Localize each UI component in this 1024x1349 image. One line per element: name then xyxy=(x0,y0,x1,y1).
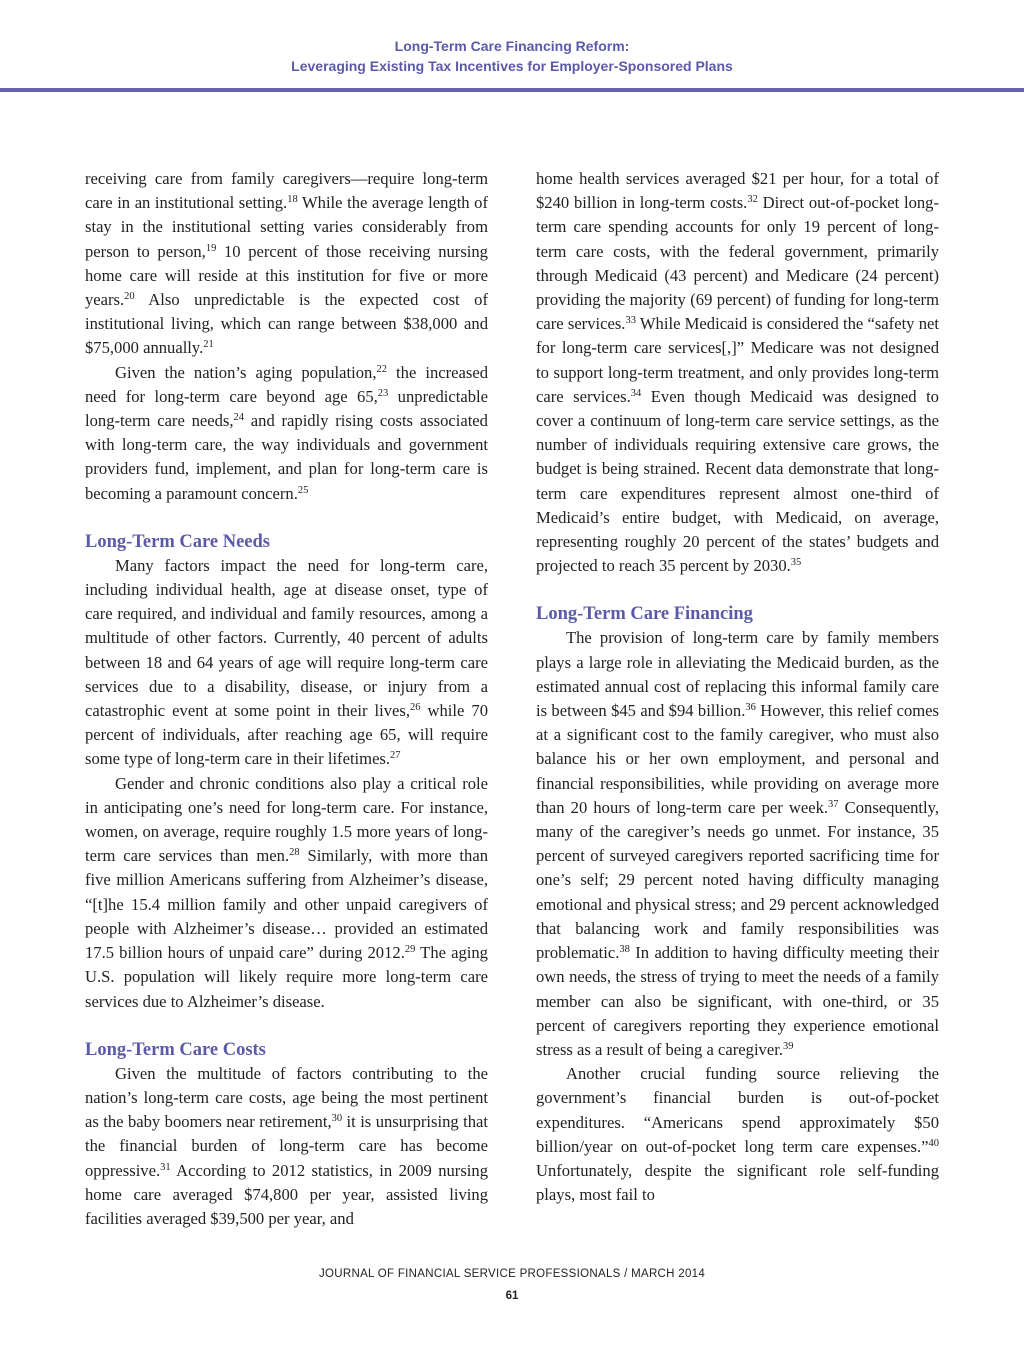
footnote-ref: 18 xyxy=(287,194,298,206)
footer-journal-title: JOURNAL OF FINANCIAL SERVICE PROFESSIONALS / MARCH 2014 xyxy=(318,1268,706,1280)
footnote-ref: 28 xyxy=(289,847,300,859)
footnote-ref: 20 xyxy=(124,291,135,303)
footnote-ref: 40 xyxy=(928,1137,939,1149)
paragraph: Gender and chronic conditions also play a critical role in anticipating one’s need for long-term care. For instance, women, on average, require roughly 1.5 more years of long-term care services than men.$^{28}$ Similarly, with more than five million Americans suffering from Alzheimer’s disease, “[t]he 15.4 million family and other unpaid caregivers of people with Alzheimer’s disease… provided an estimated 17.5 billion hours of unpaid care” during 2012.29 The aging U.S. population will likely require more long-term care services due to Alzheimer’s disease. xyxy=(85,773,488,1011)
section-heading-financing: Long-Term Care Financing xyxy=(536,604,753,625)
footnote-ref: 19 xyxy=(205,242,217,254)
section-heading-needs: Long-Term Care Needs xyxy=(85,531,270,552)
footnote-ref: 27 xyxy=(390,750,401,762)
page-number: 61 xyxy=(505,1290,519,1302)
footnote-ref: 31 xyxy=(160,1161,171,1173)
paragraph: The provision of long-term care by family members plays a large role in alleviating the Medicaid burden, as the estimated annual cost of replacing this informal family care is between $45 and $94 billion.$^{36}$ However, this relief comes at a significant cost to the family caregiver, who must also balance his or her own employment, and personal and financial responsibilities, while providing on average more than 20 hours of long-term care per week.$^{37}$ Consequently, many of the caregiver’s needs go unmet. For instance, 35 percent of surveyed caregivers reported sacrificing time for one’s self; 29 percent noted having difficulty managing emotional and physical stress; and 29 percent acknowledged that balancing work and family responsibilities was problematic.$^{38}$ In addition to having difficulty meeting their own needs, the stress of trying to meet the needs of a family member can also be significant, with one-third, or 35 percent of caregivers reporting they experience emotional stress as a result of being a caregiver.$^{39}$ xyxy=(536,628,939,1059)
footnote-ref: 24 xyxy=(233,412,245,424)
paragraph: Another crucial funding source relieving the government’s financial burden is out-of-pocket expenditures. “Americans spend approximately $50 billion/year on out-of-pocket long term care expenses.”$^{40}$ Unfortunately, despite the significant role self-funding plays, most fail to xyxy=(536,1064,939,1205)
paragraph: Given the nation’s aging population,$^{22}$ the increased need for long-term care beyond age 65,23 unpredictable long-term care needs,$^{24}$ and rapidly rising costs associated with long-term care, the way individuals and government providers fund, implement, and plan for long-term care is becoming a paramount concern.$^{25}$ xyxy=(85,362,488,503)
left-column xyxy=(85,167,488,1231)
footnote-ref: 25 xyxy=(297,484,309,496)
paragraph: home health services averaged $21 per hour, for a total of $240 billion in long-term costs.$^{32}$ Direct out-of-pocket long-term care spending accounts for only 19 percent of long-term care costs, with the federal government, primarily through Medicaid (43 percent) and Medicare (24 percent) providing the majority (69 percent) of funding for long-term care services.$^{33}$ While Medicaid is considered the “safety net for long-term care services[,]” Medicare was not designed to support long-term treatment, and only provides long-term care services.$^{34}$ Even though Medicaid was designed to cover a continuum of long-term care service settings, as the number of individuals requiring extensive care grows, the budget is being strained. Recent data demonstrate that long-term care expenditures represent almost one-third of Medicaid’s entire budget, with Medicaid, on average, representing roughly 20 percent of the states’ budgets and projected to reach 35 percent by 2030.35 xyxy=(536,169,939,576)
footnote-ref: 30 xyxy=(331,1113,343,1125)
header-title-line1: Long-Term Care Financing Reform: xyxy=(394,38,630,54)
header-rule xyxy=(0,88,1024,92)
footnote-ref: 38 xyxy=(619,944,630,956)
footnote-ref: 37 xyxy=(828,798,839,810)
footnote-ref: 29 xyxy=(404,944,416,956)
footnote-ref: 32 xyxy=(747,194,758,206)
footnote-ref: 33 xyxy=(625,315,636,327)
paragraph: Many factors impact the need for long-term care, including individual health, age at disease onset, type of care required, and individual and family resources, among a multitude of other factors. Currently, 40 percent of adults between 18 and 64 years of age will require long-term care services due to a disability, disease, or injury from a catastrophic event at some point in their lives,$^{26}$ while 70 percent of individuals, after reaching age 65, will require some type of long-term care in their lifetimes.$^{27}$ xyxy=(85,555,488,769)
footnote-ref: 26 xyxy=(410,702,421,714)
right-column xyxy=(536,167,939,1207)
paragraph: receiving care from family caregivers—require long-term care in an institutional setting.$^{18}$ While the average length of stay in the institutional setting varies considerably from person to person,$^{19}$ 10 percent of those receiving nursing home care will reside at this institution for five or more years.$^{20}$ Also unpredictable is the expected cost of institutional living, which can range between $38,000 and $75,000 annually.$^{21}$ xyxy=(85,169,489,358)
footnote-ref: 21 xyxy=(203,339,214,351)
footnote-ref: 34 xyxy=(630,387,642,399)
footnote-ref: 39 xyxy=(782,1040,794,1052)
footnote-ref: 23 xyxy=(377,387,389,399)
footnote-ref: 36 xyxy=(745,702,756,714)
running-header xyxy=(0,36,1024,76)
footnote-ref: 22 xyxy=(376,363,387,375)
paragraph: Given the multitude of factors contributing to the nation’s long-term care costs, age being the most pertinent as the baby boomers near retirement,$^{30}$ it is unsurprising that the financial burden of long-term care has become oppressive.$^{31}$ According to 2012 statistics, in 2009 nursing home care averaged $74,800 per year, assisted living facilities averaged $39,500 per year, and xyxy=(85,1063,489,1228)
section-heading-costs: Long-Term Care Costs xyxy=(85,1039,266,1060)
footnote-ref: 35 xyxy=(790,557,802,569)
header-title-line2: Leveraging Existing Tax Incentives for Employer-Sponsored Plans xyxy=(291,58,733,74)
